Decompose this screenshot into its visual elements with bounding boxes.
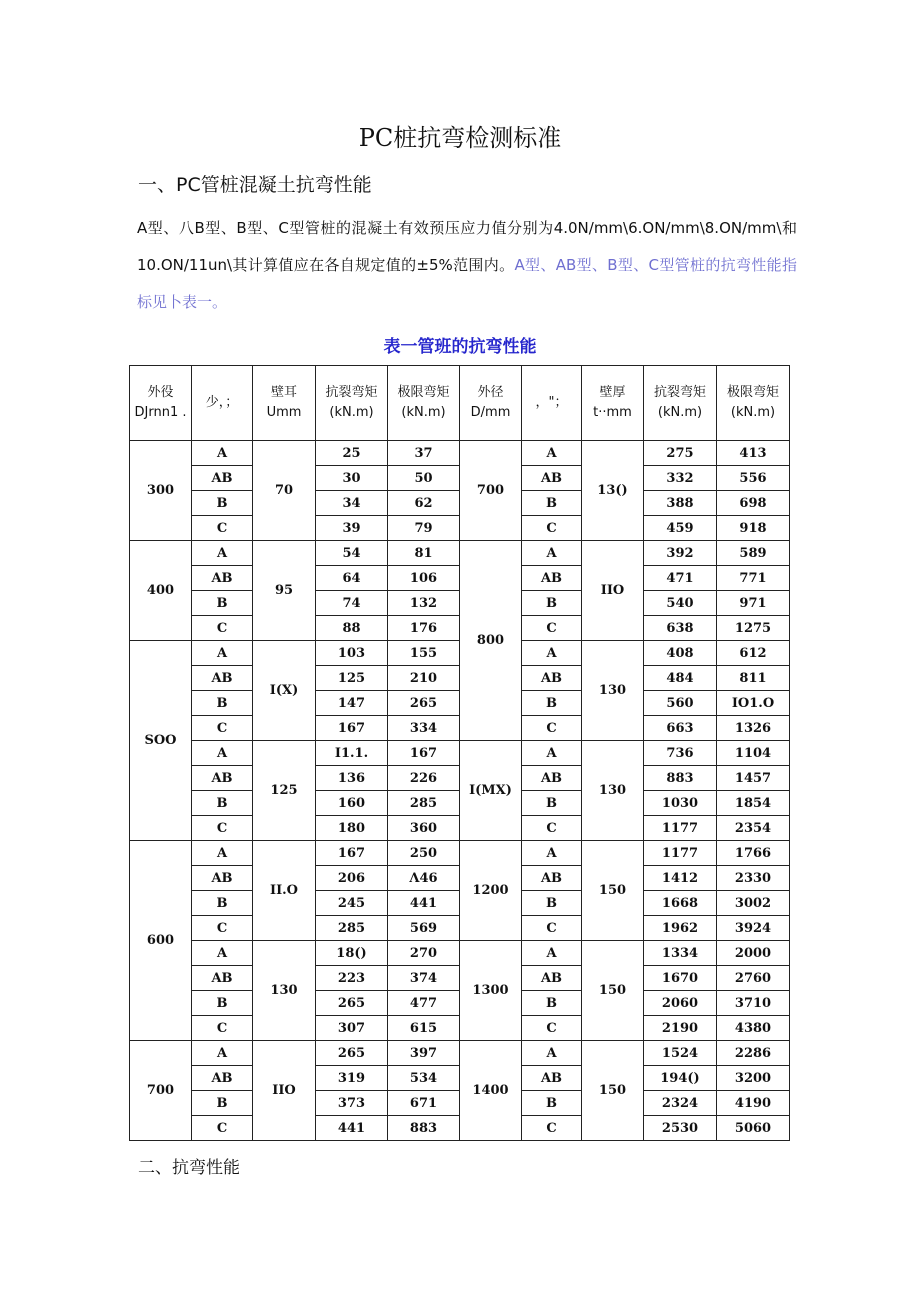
ultimate-moment-cell: 811 <box>717 666 790 691</box>
grade-cell: C <box>192 816 253 841</box>
crack-moment-cell: 663 <box>644 716 717 741</box>
ultimate-moment-cell: 167 <box>388 741 460 766</box>
crack-moment-cell: 1670 <box>644 966 717 991</box>
outer-diameter-cell: 700 <box>130 1041 192 1141</box>
crack-moment-cell: 125 <box>316 666 388 691</box>
crack-moment-cell: 1668 <box>644 891 717 916</box>
crack-moment-cell: 1412 <box>644 866 717 891</box>
section-heading-2: 二、抗弯性能 <box>138 1158 240 1178</box>
crack-moment-cell: 245 <box>316 891 388 916</box>
ultimate-moment-cell: 2330 <box>717 866 790 891</box>
grade-cell: AB <box>522 766 582 791</box>
ultimate-moment-cell: 2000 <box>717 941 790 966</box>
header-cell: 抗裂弯矩 (kN.m) <box>644 366 717 441</box>
crack-moment-cell: 1177 <box>644 841 717 866</box>
page-title: PC桩抗弯检测标准 <box>358 124 562 152</box>
header-cell: 外径 D/mm <box>460 366 522 441</box>
crack-moment-cell: 103 <box>316 641 388 666</box>
grade-cell: B <box>192 491 253 516</box>
crack-moment-cell: 319 <box>316 1066 388 1091</box>
grade-cell: B <box>522 991 582 1016</box>
ultimate-moment-cell: 132 <box>388 591 460 616</box>
crack-moment-cell: 39 <box>316 516 388 541</box>
crack-moment-cell: 54 <box>316 541 388 566</box>
grade-cell: AB <box>192 1066 253 1091</box>
grade-cell: AB <box>522 866 582 891</box>
ultimate-moment-cell: 285 <box>388 791 460 816</box>
header-cell: 极限弯矩 (kN.m) <box>388 366 460 441</box>
header-cell: ，"； <box>522 366 582 441</box>
grade-cell: B <box>192 791 253 816</box>
crack-moment-cell: 275 <box>644 441 717 466</box>
grade-cell: A <box>192 941 253 966</box>
crack-moment-cell: I1.1. <box>316 741 388 766</box>
grade-cell: C <box>522 1016 582 1041</box>
grade-cell: A <box>522 741 582 766</box>
ultimate-moment-cell: 4380 <box>717 1016 790 1041</box>
ultimate-moment-cell: 569 <box>388 916 460 941</box>
ultimate-moment-cell: 37 <box>388 441 460 466</box>
grade-cell: B <box>192 891 253 916</box>
crack-moment-cell: 1524 <box>644 1041 717 1066</box>
table-row <box>130 941 790 966</box>
ultimate-moment-cell: 79 <box>388 516 460 541</box>
crack-moment-cell: 223 <box>316 966 388 991</box>
grade-cell: AB <box>522 1066 582 1091</box>
section-heading-1: 一、PC管桩混凝土抗弯性能 <box>138 174 372 196</box>
crack-moment-cell: 883 <box>644 766 717 791</box>
ultimate-moment-cell: 1854 <box>717 791 790 816</box>
outer-diameter-cell: 600 <box>130 841 192 1041</box>
ultimate-moment-cell: 918 <box>717 516 790 541</box>
ultimate-moment-cell: 1275 <box>717 616 790 641</box>
crack-moment-cell: 540 <box>644 591 717 616</box>
crack-moment-cell: 307 <box>316 1016 388 1041</box>
grade-cell: B <box>522 1091 582 1116</box>
paragraph-highlight: A型、AB型、B型、C型管桩的抗弯性能指标见卜表一。 <box>137 256 797 311</box>
grade-cell: AB <box>192 466 253 491</box>
crack-moment-cell: 30 <box>316 466 388 491</box>
outer-diameter-cell: 1300 <box>460 941 522 1041</box>
grade-cell: B <box>192 591 253 616</box>
grade-cell: C <box>192 1016 253 1041</box>
ultimate-moment-cell: 226 <box>388 766 460 791</box>
grade-cell: A <box>522 941 582 966</box>
ultimate-moment-cell: 81 <box>388 541 460 566</box>
ultimate-moment-cell: 397 <box>388 1041 460 1066</box>
ultimate-moment-cell: 5060 <box>717 1116 790 1141</box>
ultimate-moment-cell: 1766 <box>717 841 790 866</box>
crack-moment-cell: 167 <box>316 841 388 866</box>
grade-cell: AB <box>522 466 582 491</box>
grade-cell: A <box>522 841 582 866</box>
ultimate-moment-cell: 176 <box>388 616 460 641</box>
wall-thickness-cell: 70 <box>253 441 316 541</box>
grade-cell: B <box>522 691 582 716</box>
crack-moment-cell: 638 <box>644 616 717 641</box>
ultimate-moment-cell: 3200 <box>717 1066 790 1091</box>
body-paragraph <box>137 210 797 321</box>
crack-moment-cell: 560 <box>644 691 717 716</box>
ultimate-moment-cell: 106 <box>388 566 460 591</box>
crack-moment-cell: 167 <box>316 716 388 741</box>
grade-cell: A <box>192 641 253 666</box>
ultimate-moment-cell: 374 <box>388 966 460 991</box>
outer-diameter-cell: I(MX) <box>460 741 522 841</box>
crack-moment-cell: 388 <box>644 491 717 516</box>
ultimate-moment-cell: 334 <box>388 716 460 741</box>
crack-moment-cell: 2324 <box>644 1091 717 1116</box>
wall-thickness-cell: 130 <box>253 941 316 1041</box>
outer-diameter-cell: 700 <box>460 441 522 541</box>
crack-moment-cell: 136 <box>316 766 388 791</box>
header-cell: 少，； <box>192 366 253 441</box>
crack-moment-cell: 1030 <box>644 791 717 816</box>
table-row <box>130 841 790 866</box>
crack-moment-cell: 2530 <box>644 1116 717 1141</box>
grade-cell: A <box>192 541 253 566</box>
ultimate-moment-cell: 615 <box>388 1016 460 1041</box>
crack-moment-cell: 332 <box>644 466 717 491</box>
grade-cell: B <box>192 991 253 1016</box>
ultimate-moment-cell: IO1.O <box>717 691 790 716</box>
outer-diameter-cell: 300 <box>130 441 192 541</box>
grade-cell: B <box>192 1091 253 1116</box>
ultimate-moment-cell: 2760 <box>717 966 790 991</box>
ultimate-moment-cell: 265 <box>388 691 460 716</box>
ultimate-moment-cell: 270 <box>388 941 460 966</box>
ultimate-moment-cell: 441 <box>388 891 460 916</box>
crack-moment-cell: 194() <box>644 1066 717 1091</box>
crack-moment-cell: 88 <box>316 616 388 641</box>
crack-moment-cell: 25 <box>316 441 388 466</box>
ultimate-moment-cell: 534 <box>388 1066 460 1091</box>
ultimate-moment-cell: 556 <box>717 466 790 491</box>
crack-moment-cell: 459 <box>644 516 717 541</box>
crack-moment-cell: 373 <box>316 1091 388 1116</box>
crack-moment-cell: 265 <box>316 1041 388 1066</box>
crack-moment-cell: 1177 <box>644 816 717 841</box>
crack-moment-cell: 1962 <box>644 916 717 941</box>
ultimate-moment-cell: 250 <box>388 841 460 866</box>
ultimate-moment-cell: 413 <box>717 441 790 466</box>
crack-moment-cell: 18() <box>316 941 388 966</box>
ultimate-moment-cell: 155 <box>388 641 460 666</box>
grade-cell: C <box>522 816 582 841</box>
wall-thickness-cell: 125 <box>253 741 316 841</box>
ultimate-moment-cell: 671 <box>388 1091 460 1116</box>
grade-cell: AB <box>192 666 253 691</box>
ultimate-moment-cell: 1104 <box>717 741 790 766</box>
grade-cell: C <box>192 616 253 641</box>
ultimate-moment-cell: 4190 <box>717 1091 790 1116</box>
crack-moment-cell: 736 <box>644 741 717 766</box>
grade-cell: C <box>192 716 253 741</box>
outer-diameter-cell: 800 <box>460 541 522 741</box>
wall-thickness-cell: IIO <box>582 541 644 641</box>
grade-cell: AB <box>522 966 582 991</box>
wall-thickness-cell: II.O <box>253 841 316 941</box>
ultimate-moment-cell: 971 <box>717 591 790 616</box>
grade-cell: C <box>522 1116 582 1141</box>
ultimate-moment-cell: 50 <box>388 466 460 491</box>
outer-diameter-cell: 400 <box>130 541 192 641</box>
outer-diameter-cell: 1200 <box>460 841 522 941</box>
grade-cell: C <box>522 616 582 641</box>
grade-cell: A <box>522 541 582 566</box>
wall-thickness-cell: 130 <box>582 741 644 841</box>
ultimate-moment-cell: 589 <box>717 541 790 566</box>
ultimate-moment-cell: 612 <box>717 641 790 666</box>
crack-moment-cell: 265 <box>316 991 388 1016</box>
header-cell: 外役 DJrnn1 . <box>130 366 192 441</box>
grade-cell: C <box>192 516 253 541</box>
ultimate-moment-cell: 1457 <box>717 766 790 791</box>
ultimate-moment-cell: 3924 <box>717 916 790 941</box>
crack-moment-cell: 471 <box>644 566 717 591</box>
ultimate-moment-cell: 883 <box>388 1116 460 1141</box>
crack-moment-cell: 147 <box>316 691 388 716</box>
crack-moment-cell: 408 <box>644 641 717 666</box>
grade-cell: A <box>192 741 253 766</box>
ultimate-moment-cell: 698 <box>717 491 790 516</box>
grade-cell: B <box>522 591 582 616</box>
table-header-row <box>130 366 790 441</box>
crack-moment-cell: 64 <box>316 566 388 591</box>
grade-cell: B <box>522 891 582 916</box>
ultimate-moment-cell: 360 <box>388 816 460 841</box>
wall-thickness-cell: 95 <box>253 541 316 641</box>
table-row <box>130 741 790 766</box>
ultimate-moment-cell: 62 <box>388 491 460 516</box>
crack-moment-cell: 206 <box>316 866 388 891</box>
grade-cell: A <box>522 441 582 466</box>
grade-cell: C <box>192 916 253 941</box>
grade-cell: AB <box>192 966 253 991</box>
table-row <box>130 441 790 466</box>
grade-cell: AB <box>522 566 582 591</box>
ultimate-moment-cell: 2286 <box>717 1041 790 1066</box>
ultimate-moment-cell: 210 <box>388 666 460 691</box>
crack-moment-cell: 441 <box>316 1116 388 1141</box>
grade-cell: AB <box>522 666 582 691</box>
grade-cell: C <box>522 916 582 941</box>
wall-thickness-cell: 150 <box>582 941 644 1041</box>
crack-moment-cell: 180 <box>316 816 388 841</box>
wall-thickness-cell: I(X) <box>253 641 316 741</box>
header-cell: 壁耳 Umm <box>253 366 316 441</box>
grade-cell: C <box>192 1116 253 1141</box>
grade-cell: AB <box>192 766 253 791</box>
ultimate-moment-cell: 3002 <box>717 891 790 916</box>
outer-diameter-cell: 1400 <box>460 1041 522 1141</box>
crack-moment-cell: 2060 <box>644 991 717 1016</box>
grade-cell: A <box>192 441 253 466</box>
ultimate-moment-cell: 771 <box>717 566 790 591</box>
header-cell: 壁厚 t··mm <box>582 366 644 441</box>
grade-cell: AB <box>192 866 253 891</box>
ultimate-moment-cell: 2354 <box>717 816 790 841</box>
ultimate-moment-cell: Λ46 <box>388 866 460 891</box>
crack-moment-cell: 2190 <box>644 1016 717 1041</box>
ultimate-moment-cell: 477 <box>388 991 460 1016</box>
table-body <box>130 441 790 1141</box>
grade-cell: A <box>522 641 582 666</box>
crack-moment-cell: 392 <box>644 541 717 566</box>
crack-moment-cell: 1334 <box>644 941 717 966</box>
crack-moment-cell: 74 <box>316 591 388 616</box>
outer-diameter-cell: SOO <box>130 641 192 841</box>
grade-cell: A <box>192 841 253 866</box>
crack-moment-cell: 160 <box>316 791 388 816</box>
bending-performance-table <box>129 365 790 1141</box>
grade-cell: AB <box>192 566 253 591</box>
grade-cell: A <box>192 1041 253 1066</box>
table-row <box>130 1041 790 1066</box>
grade-cell: B <box>522 491 582 516</box>
ultimate-moment-cell: 1326 <box>717 716 790 741</box>
grade-cell: C <box>522 716 582 741</box>
paragraph-text: A型、八B型、B型、C型管桩的混凝土有效预压应力值分别为4.0N/mm\6.ON/mm\8.ON/mm\和10.ON/11un\其计算值应在各自规定值的±5%范围内。 <box>137 219 797 274</box>
wall-thickness-cell: 150 <box>582 1041 644 1141</box>
wall-thickness-cell: 130 <box>582 641 644 741</box>
header-cell: 抗裂弯矩 (kN.m) <box>316 366 388 441</box>
header-cell: 极限弯矩 (kN.m) <box>717 366 790 441</box>
grade-cell: B <box>192 691 253 716</box>
crack-moment-cell: 34 <box>316 491 388 516</box>
table-row <box>130 541 790 566</box>
wall-thickness-cell: 150 <box>582 841 644 941</box>
wall-thickness-cell: IIO <box>253 1041 316 1141</box>
table-caption: 表一管班的抗弯性能 <box>383 337 537 357</box>
grade-cell: C <box>522 516 582 541</box>
wall-thickness-cell: 13() <box>582 441 644 541</box>
ultimate-moment-cell: 3710 <box>717 991 790 1016</box>
grade-cell: A <box>522 1041 582 1066</box>
crack-moment-cell: 484 <box>644 666 717 691</box>
grade-cell: B <box>522 791 582 816</box>
crack-moment-cell: 285 <box>316 916 388 941</box>
